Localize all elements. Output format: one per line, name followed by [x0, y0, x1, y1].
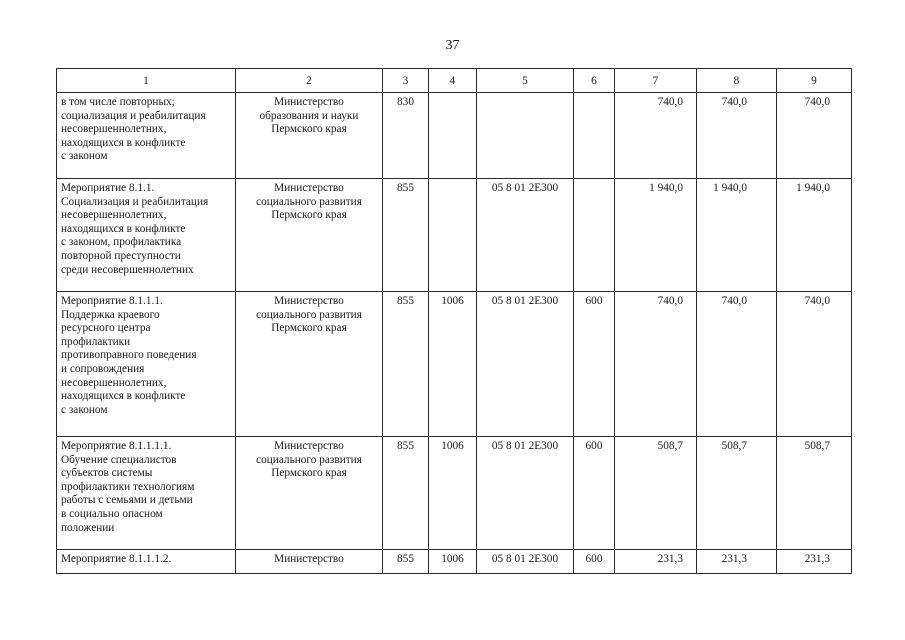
executor-name: Министерство социального развития Пермского края	[236, 437, 383, 550]
column-header: 9	[777, 69, 852, 93]
executor-name: Министерство образования и науки Пермского края	[236, 93, 383, 179]
budget-table	[56, 68, 852, 574]
amount-col-9: 1 940,0	[777, 179, 852, 292]
column-header: 6	[574, 69, 615, 93]
amount-col-9: 508,7	[777, 437, 852, 550]
expense-type-code: 600	[574, 550, 615, 574]
amount-col-7: 508,7	[615, 437, 697, 550]
section-code: 1006	[429, 437, 477, 550]
activity-name: Мероприятие 8.1.1.1.1. Обучение специалистов субъектов системы профилактики технологиям работы с семьями и детьми в социально опасном положении	[57, 437, 236, 550]
amount-col-7: 740,0	[615, 292, 697, 437]
amount-col-7: 231,3	[615, 550, 697, 574]
amount-col-9: 740,0	[777, 292, 852, 437]
grbs-code: 855	[383, 437, 429, 550]
grbs-code: 830	[383, 93, 429, 179]
executor-name: Министерство социального развития Пермского края	[236, 179, 383, 292]
amount-col-8: 740,0	[697, 292, 777, 437]
activity-name: в том числе повторных; социализация и реабилитация несовершеннолетних, находящихся в конфликте с законом	[57, 93, 236, 179]
table-header-row	[57, 69, 852, 93]
executor-name: Министерство социального развития Пермского края	[236, 292, 383, 437]
grbs-code: 855	[383, 550, 429, 574]
table-row	[57, 550, 852, 574]
target-article-code	[477, 93, 574, 179]
section-code	[429, 179, 477, 292]
expense-type-code	[574, 93, 615, 179]
column-header: 3	[383, 69, 429, 93]
activity-name: Мероприятие 8.1.1.1. Поддержка краевого ресурсного центра профилактики противоправного поведения и сопровождения несовершеннолетних, находящихся в конфликте с законом	[57, 292, 236, 437]
target-article-code: 05 8 01 2Е300	[477, 292, 574, 437]
column-header: 7	[615, 69, 697, 93]
amount-col-9: 740,0	[777, 93, 852, 179]
amount-col-9: 231,3	[777, 550, 852, 574]
expense-type-code	[574, 179, 615, 292]
target-article-code: 05 8 01 2Е300	[477, 550, 574, 574]
table-row	[57, 437, 852, 550]
executor-name: Министерство	[236, 550, 383, 574]
amount-col-7: 1 940,0	[615, 179, 697, 292]
table-row	[57, 93, 852, 179]
amount-col-8: 1 940,0	[697, 179, 777, 292]
column-header: 8	[697, 69, 777, 93]
activity-name: Мероприятие 8.1.1.1.2.	[57, 550, 236, 574]
target-article-code: 05 8 01 2Е300	[477, 179, 574, 292]
section-code: 1006	[429, 292, 477, 437]
amount-col-8: 740,0	[697, 93, 777, 179]
target-article-code: 05 8 01 2Е300	[477, 437, 574, 550]
section-code	[429, 93, 477, 179]
section-code: 1006	[429, 550, 477, 574]
column-header: 4	[429, 69, 477, 93]
expense-type-code: 600	[574, 437, 615, 550]
amount-col-8: 231,3	[697, 550, 777, 574]
table-row	[57, 179, 852, 292]
table-row	[57, 292, 852, 437]
column-header: 5	[477, 69, 574, 93]
column-header: 2	[236, 69, 383, 93]
expense-type-code: 600	[574, 292, 615, 437]
amount-col-7: 740,0	[615, 93, 697, 179]
amount-col-8: 508,7	[697, 437, 777, 550]
grbs-code: 855	[383, 179, 429, 292]
activity-name: Мероприятие 8.1.1. Социализация и реабилитация несовершеннолетних, находящихся в конфликте с законом, профилактика повторной преступности среди несовершеннолетних	[57, 179, 236, 292]
column-header: 1	[57, 69, 236, 93]
grbs-code: 855	[383, 292, 429, 437]
page-number: 37	[445, 38, 460, 53]
